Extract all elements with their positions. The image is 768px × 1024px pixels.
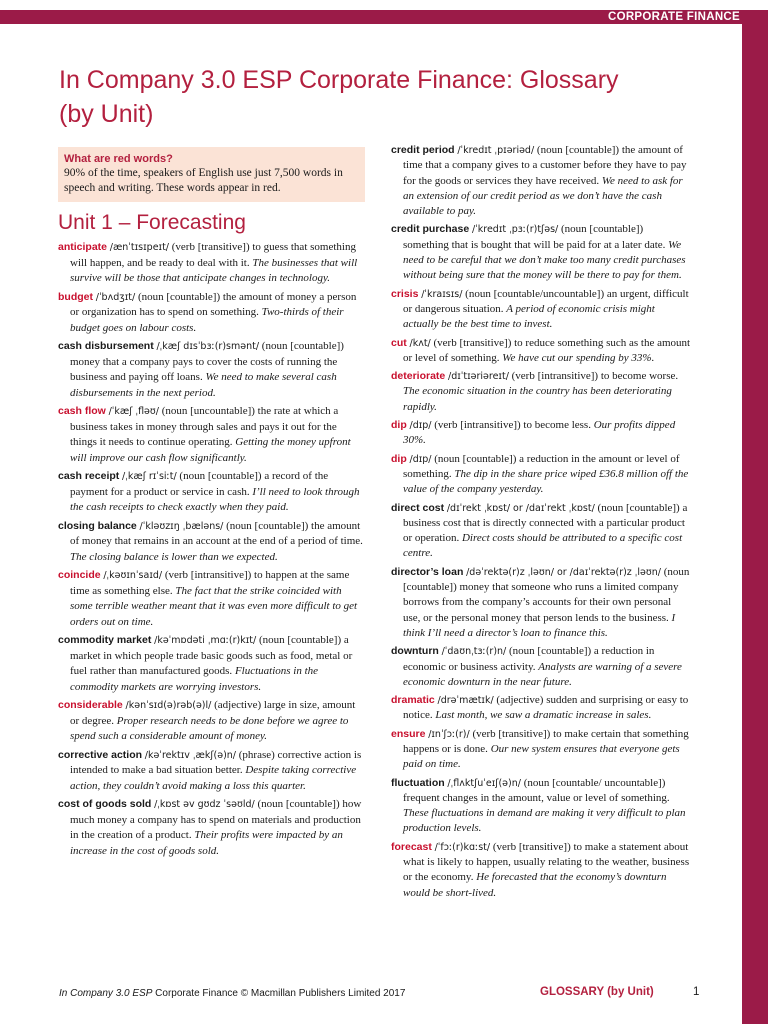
pronunciation: /ˈdaʊnˌtɜː(r)n/ [441,646,507,658]
definition: (noun [uncountable]) the rate at which a business takes in money through sales and pays it out for the things it needs to continue operating. [70,405,339,448]
definition: (verb [transitive]) to reduce something such as the amount or level of something. [403,336,691,364]
definition: (noun [countable]) the amount of time that a company gives to a customer before they have to pay for the goods or services they have received. [403,144,687,187]
footer-section: GLOSSARY (by Unit) [540,986,654,998]
definition: (verb [transitive]) to guess that something will happen, and be ready to deal with it. [70,241,356,269]
glossary-entry [391,452,691,498]
glossary-term: director’s loan [391,565,464,578]
glossary-term: direct cost [391,501,445,514]
footer-brand: In Company 3.0 ESP [59,988,153,999]
glossary-entry [391,565,691,641]
glossary-entry [58,404,365,466]
example-sentence: The fact that the strike coincided with some terrible weather meant that it was even more difficult to get orders out on time. [70,584,358,628]
pronunciation: /drəˈmætɪk/ [437,695,494,707]
definition: (noun [countable]) a market in which people trade basic goods such as food, metal or fuel rather than manufactured goods. [70,634,353,677]
glossary-term: forecast [391,840,432,853]
glossary-entry [391,840,691,901]
pronunciation: /ɪnˈʃɔː(r)/ [428,728,470,740]
pronunciation: /dəˈrektə(r)z ˌləʊn/ or /daɪˈrektə(r)z ˌləʊn/ [466,566,661,578]
left-column [58,143,365,862]
pronunciation: /kənˈsɪd(ə)rəb(ə)l/ [125,700,212,711]
glossary-term: downturn [391,645,439,658]
pronunciation: /ˌkæʃ dɪsˈbɜː(r)smənt/ [156,341,260,352]
definition: (adjective) large in size, amount or degree. [70,699,356,727]
glossary-entry [58,469,365,516]
glossary-entry [58,633,365,695]
example-sentence: A period of economic crisis might actually be the best time to invest. [403,302,655,331]
definition: (noun [countable]) a reduction in economic or business activity. [403,645,655,673]
example-sentence: I’ll need to look through the cash receipts to check exactly when they paid. [70,485,360,513]
definition: (noun [countable]) how much money a company has to spend on materials and production in the creation of a product. [70,798,362,841]
section-label: CORPORATE FINANCE [607,11,740,23]
glossary-entry [391,369,691,415]
example-sentence: Despite taking corrective action, they couldn’t avoid making a loss this quarter. [70,764,357,792]
callout-title: What are red words? [64,153,173,165]
red-words-callout [58,147,365,202]
pronunciation: /kəˈmɒdəti ˌmɑː(r)kɪt/ [154,635,257,646]
example-sentence: The dip in the share price wiped £36.8 million off the value of the company yesterday. [403,467,689,496]
glossary-term: coincide [58,569,101,581]
pronunciation: /ˈkləʊzɪŋ ˌbæləns/ [139,520,224,532]
side-accent-bar [742,10,768,1024]
glossary-list-right [391,143,691,901]
example-sentence: Fluctuations in the commodity markets are worrying investors. [70,665,319,693]
callout-body: 90% of the time, speakers of English use just 7,500 words in speech and writing. These words appear in red. [64,167,343,194]
glossary-list-left [58,240,365,859]
glossary-term: fluctuation [391,776,445,789]
pronunciation: /ˌkəʊɪnˈsaɪd/ [103,570,163,581]
glossary-entry [391,143,691,219]
glossary-term: cut [391,336,407,349]
example-sentence: Proper research needs to be done before we agree to spend such a considerable amount of money. [70,714,349,742]
glossary-term: dip [391,452,407,465]
glossary-term: dip [391,419,407,432]
glossary-entry [391,727,691,773]
page-title: In Company 3.0 ESP Corporate Finance: Glossary (by Unit) [59,66,619,128]
glossary-term: anticipate [58,241,108,253]
pronunciation: /kʌt/ [409,337,431,349]
definition: (verb [intransitive]) to become worse. [508,370,679,383]
pronunciation: /ænˈtɪsɪpeɪt/ [109,242,169,253]
glossary-term: budget [58,290,93,303]
glossary-entry [391,693,691,724]
definition: (noun [countable/uncountable]) an urgent, difficult or dangerous situation. [403,287,689,315]
pronunciation: /dɪˈtɪəriəreɪt/ [448,371,509,383]
pronunciation: /ˈkredɪt ˌpɪəriəd/ [457,145,535,156]
glossary-entry [58,240,365,287]
definition: (noun [countable]) something that is bought that will be paid for at a later date. [403,223,669,251]
header-bar [0,10,742,24]
glossary-entry [391,287,691,333]
definition: (noun [countable]) a reduction in the amount or level of something. [403,452,680,480]
example-sentence: I think I’ll need a director’s loan to finance this. [403,611,676,639]
definition: (noun [countable]) a business cost that is directly connected with a particular product or operation. [403,501,688,545]
example-sentence: We need to make several cash disbursements in the next period. [70,371,337,399]
example-sentence: Getting the money upfront will improve our cash flow significantly. [70,436,351,464]
glossary-entry [58,568,365,630]
pronunciation: /ˈkraɪsɪs/ [421,288,463,300]
glossary-entry [58,290,365,337]
definition: (verb [transitive]) to make a statement about what is likely to happen, usually relating to the weather, business or the economy. [403,840,690,884]
right-column [391,143,691,904]
example-sentence: Last month, we saw a dramatic increase in sales. [435,709,652,722]
example-sentence: The businesses that will survive will be those that anticipate changes in technology. [70,256,358,284]
glossary-term: considerable [58,699,123,711]
glossary-entry [58,698,365,745]
definition: (noun [countable]) money that someone who runs a limited company borrows from the company’s accounts for their own personal use, or the personal money that person lends to the business. [403,565,690,624]
unit-heading: Unit 1 – Forecasting [58,211,246,234]
glossary-term: ensure [391,727,426,740]
glossary-term: cash flow [58,405,106,417]
definition: (noun [countable]) money that a company pays to cover the costs of running the business and paying off loans. [70,340,344,383]
definition: (phrase) corrective action is intended to make a bad situation better. [70,748,362,776]
definition: (noun [countable]) the amount of money that remains in an account at the end of a period of time. [70,519,363,547]
example-sentence: We need to ask for an extension of our credit period as we don’t have the cash available to pay. [403,174,683,218]
glossary-entry [391,222,691,283]
pronunciation: /ˈkredɪt ˌpɜː(r)tʃəs/ [471,224,559,236]
example-sentence: We need to be careful that we don’t make too many credit purchases without being sure that the money will be there to pay for them. [403,238,686,282]
glossary-term: dramatic [391,694,435,707]
glossary-term: credit period [391,144,455,156]
definition: (verb [transitive]) to make certain that something happens or is done. [403,727,689,755]
glossary-entry [391,644,691,690]
glossary-entry [391,418,691,449]
example-sentence: We have cut our spending by 33%. [502,351,655,364]
definition: (adjective) sudden and surprising or easy to notice. [403,694,689,722]
glossary-term: cash disbursement [58,340,154,352]
definition: (noun [countable/ uncountable]) frequent changes in the amount, value or level of something. [403,776,670,804]
example-sentence: The economic situation in the country has been deteriorating rapidly. [403,385,672,413]
glossary-entry [58,748,365,795]
pronunciation: /dɪp/ [409,453,432,465]
glossary-entry [391,336,691,367]
glossary-term: deteriorate [391,370,446,383]
example-sentence: Analysts are warning of a severe economic downturn in the near future. [403,660,682,688]
example-sentence: The closing balance is lower than we expected. [70,550,278,563]
pronunciation: /ˈkæʃ ˌfləʊ/ [108,406,159,417]
pronunciation: /kəˈrektɪv ˌækʃ(ə)n/ [144,749,237,761]
glossary-term: commodity market [58,634,152,646]
page-number: 1 [693,986,700,998]
glossary-entry [58,339,365,401]
definition: (noun [countable]) the amount of money a person or organization has to spend on something. [70,290,357,318]
example-sentence: Our new system ensures that everyone gets paid on time. [403,742,680,771]
footer-copyright-text: Corporate Finance © Macmillan Publishers Limited 2017 [152,988,406,999]
example-sentence: He forecasted that the economy’s downturn would be short-lived. [403,871,667,899]
example-sentence: Their profits were impacted by an increase in the cost of goods sold. [70,829,343,857]
glossary-entry [391,776,691,837]
pronunciation: /dɪˈrekt ˌkɒst/ or /daɪˈrekt ˌkɒst/ [446,502,595,514]
glossary-entry [391,501,691,562]
pronunciation: /ˌkɒst əv gʊdz ˈsəʊld/ [154,799,255,810]
glossary-entry [58,519,365,566]
footer-copyright [59,988,405,1000]
glossary-term: cost of goods sold [58,798,152,810]
pronunciation: /ˈfɔː(r)kɑːst/ [434,841,491,853]
example-sentence: These fluctuations in demand are making it very difficult to plan production levels. [403,807,686,835]
glossary-entry [58,797,365,859]
example-sentence: Direct costs should be attributed to a specific cost centre. [403,532,683,560]
example-sentence: Two-thirds of their budget goes on labour costs. [70,306,344,334]
glossary-term: crisis [391,287,419,300]
pronunciation: /ˈbʌdʒɪt/ [95,291,136,303]
example-sentence: Our profits dipped 30%. [403,419,676,447]
definition: (verb [intransitive]) to happen at the same time as something else. [70,569,350,597]
glossary-term: corrective action [58,748,143,761]
pronunciation: /ˌkæʃ rɪˈsiːt/ [122,471,177,482]
glossary-term: closing balance [58,519,137,532]
glossary-term: credit purchase [391,223,470,236]
glossary-term: cash receipt [58,470,120,482]
pronunciation: /dɪp/ [409,420,432,432]
pronunciation: /ˌflʌktʃuˈeɪʃ(ə)n/ [447,777,521,789]
definition: (noun [countable]) a record of the payment for a product or service in cash. [70,470,329,498]
definition: (verb [intransitive]) to become less. [431,419,594,432]
